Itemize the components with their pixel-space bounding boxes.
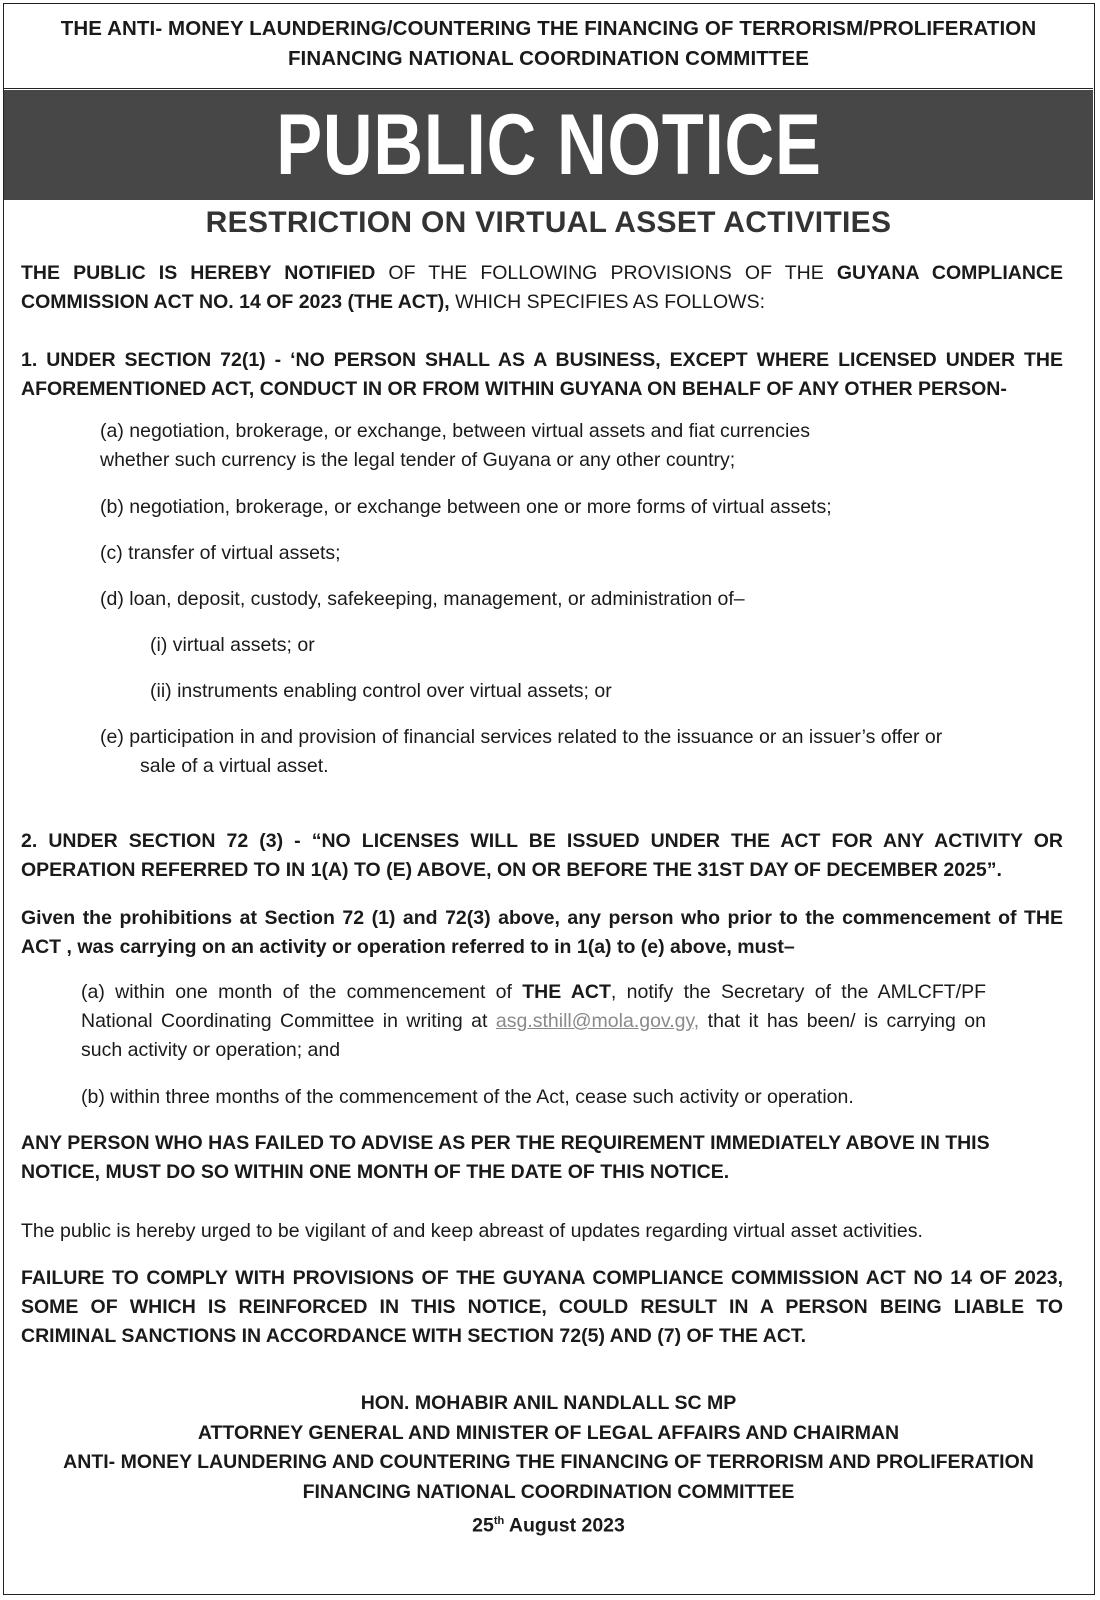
item-b: (b) negotiation, brokerage, or exchange between one or more forms of virtual assets; [100, 496, 832, 518]
must-a-the-act: THE ACT [522, 981, 611, 1003]
any-person-paragraph: ANY PERSON WHO HAS FAILED TO ADVISE AS PER THE REQUIREMENT IMMEDIATELY ABOVE IN THIS NOTICE, MUST DO SO WITHIN ONE MONTH OF THE DATE OF THIS NOTICE. [21, 1132, 990, 1183]
item-d: (d) loan, deposit, custody, safekeeping, management, or administration of– [100, 588, 745, 610]
section-2-heading: 2. UNDER SECTION 72 (3) - “NO LICENSES WILL BE ISSUED UNDER THE ACT FOR ANY ACTIVITY OR OPERATION REFERRED TO IN 1(A) TO (E) ABOVE, ON OR BEFORE THE 31ST DAY OF DECEMBER 2025”. [21, 830, 1063, 881]
email-link[interactable]: asg.sthill@mola.gov.gy, [495, 1010, 700, 1032]
header-line-2: FINANCING NATIONAL COORDINATION COMMITTEE [287, 47, 810, 70]
signatory-title-1: ATTORNEY GENERAL AND MINISTER OF LEGAL AFFAIRS AND CHAIRMAN [197, 1421, 900, 1444]
public-notice-banner [4, 90, 1093, 200]
banner-title: PUBLIC NOTICE [275, 97, 822, 193]
signatory-title-2: ANTI- MONEY LAUNDERING AND COUNTERING THE FINANCING OF TERRORISM AND PROLIFERATION [63, 1451, 1034, 1473]
item-a [100, 417, 1000, 475]
failure-paragraph: FAILURE TO COMPLY WITH PROVISIONS OF THE GUYANA COMPLIANCE COMMISSION ACT NO 14 OF 2023, SOME OF WHICH IS REINFORCED IN THIS NOTICE, COULD RESULT IN A PERSON BEING LIABLE TO CRIMINAL SANCTIONS IN ACCORDANCE WITH SECTION 72(5) AND (7) OF THE ACT. [21, 1267, 1063, 1347]
intro-paragraph [21, 259, 1063, 317]
must-a-text-2: , notify the Secretary of the AMLCFT/PF National Coordinating Committee in writing at [81, 981, 986, 1032]
signatory-name: HON. MOHABIR ANIL NANDLALL SC MP [360, 1392, 737, 1414]
notice-frame [3, 3, 1095, 1595]
vigilant-paragraph: The public is hereby urged to be vigilant of and keep abreast of updates regarding virtual asset activities. [21, 1220, 923, 1242]
date-rest: August 2023 [504, 1514, 625, 1537]
intro-bold-1: THE PUBLIC IS HEREBY NOTIFIED [21, 262, 376, 284]
item-e-line-1: (e) participation in and provision of financial services related to the issuance or an issuer’s offer or [100, 726, 943, 748]
item-a-line-1: (a) negotiation, brokerage, or exchange, between virtual assets and fiat currencies [100, 420, 810, 442]
section-1-heading: 1. UNDER SECTION 72(1) - ‘NO PERSON SHALL AS A BUSINESS, EXCEPT WHERE LICENSED UNDER THE AFOREMENTIONED ACT, CONDUCT IN OR FROM WITHIN GUYANA ON BEHALF OF ANY OTHER PERSON- [21, 349, 1063, 400]
item-c: (c) transfer of virtual assets; [100, 542, 341, 564]
item-d-ii: (ii) instruments enabling control over virtual assets; or [150, 680, 612, 702]
given-paragraph: Given the prohibitions at Section 72 (1) and 72(3) above, any person who prior to the commencement of THE ACT , was carrying on an activity or operation referred to in 1(a) to (e) above, must– [21, 907, 1063, 958]
intro-text-1: OF THE FOLLOWING PROVISIONS OF THE [375, 262, 837, 284]
must-a-text-1: (a) within one month of the commencement of [81, 981, 523, 1003]
committee-header [4, 4, 1093, 89]
item-e-line-2: sale of a virtual asset. [140, 755, 329, 777]
signature-block [4, 1389, 1093, 1541]
item-e [100, 723, 1063, 781]
signatory-title-3: FINANCING NATIONAL COORDINATION COMMITTEE [302, 1480, 795, 1503]
header-line-1: THE ANTI- MONEY LAUNDERING/COUNTERING THE FINANCING OF TERRORISM/PROLIFERATION [60, 17, 1037, 40]
notice-date [4, 1507, 1093, 1541]
item-d-i: (i) virtual assets; or [150, 634, 315, 656]
intro-text-2: WHICH SPECIFIES AS FOLLOWS: [449, 291, 765, 313]
must-item-b: (b) within three months of the commencement of the Act, cease such activity or operation. [81, 1086, 854, 1108]
item-a-line-2: whether such currency is the legal tender of Guyana or any other country; [100, 449, 736, 471]
date-suffix: th [493, 1515, 505, 1527]
must-item-a [81, 978, 986, 1065]
date-day: 25 [472, 1514, 494, 1537]
intro-bold-2: GUYANA COMPLIANCE COMMISSION ACT NO. 14 OF 2023 (THE ACT), [21, 262, 1063, 313]
notice-subtitle: RESTRICTION ON VIRTUAL ASSET ACTIVITIES [205, 206, 892, 239]
must-a-text-3: that it has been/ is carrying on such activity or operation; and [81, 1010, 986, 1061]
